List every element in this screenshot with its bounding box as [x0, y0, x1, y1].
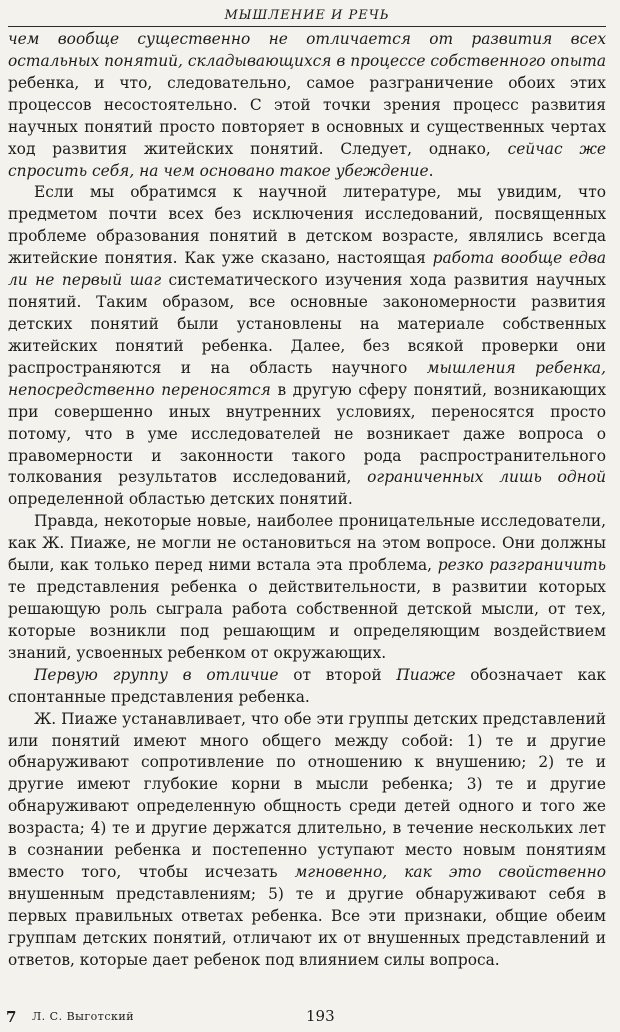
- text-run: .: [428, 161, 434, 180]
- text-run: систематического изучения хода развития научных понятий. Таким образом, все основные закономерности развития детских понятий были установлены на материале собственных житейских понятий ребенка. Далее, без всякой проверки они распространяются и на область научного: [8, 271, 606, 377]
- page-number: 193: [306, 1007, 335, 1025]
- text-run: определенной областью детских понятий.: [8, 490, 353, 509]
- text-run: ребенка, и что, следовательно, самое разграничение обоих этих процессов несостоятельно. С этой точки зрения процесс развития научных понятий просто повторяет в основных и существенных чертах ход развития житейских понятий. Следует, однако,: [8, 73, 606, 158]
- text-run: от второй: [278, 665, 397, 684]
- emphasis-text: чем вообще существенно не отличается от развития всех остальных понятий, складывающихся в процессе собственного опыта: [8, 30, 606, 70]
- emphasis-text: Первую группу в отличие: [34, 665, 279, 684]
- text-run: Правда, некоторые новые, наиболее проницательные исследователи, как Ж. Пиаже, не могли не остановиться на этом вопросе. Они должны были, как только перед ними встала эта проблема,: [8, 512, 606, 575]
- emphasis-text: резко разграничить: [437, 556, 606, 575]
- paragraph: [8, 665, 606, 709]
- paragraph: [8, 182, 606, 511]
- emphasis-text: сейчас же спросить себя, на чем основано такое убеждение: [8, 139, 606, 180]
- emphasis-text: мгновенно, как это свойственно: [294, 863, 607, 882]
- text-run: обозначает как спонтанные представления ребенка.: [8, 665, 606, 706]
- text-run: Если мы обратимся к научной литературе, мы увидим, что предметом почти всех без исключения исследований, посвященных проблеме образования понятий в детском возрасте, являлись всегда житейские понятия. Как уже сказано, настоящая: [8, 183, 606, 268]
- paragraph: [8, 511, 606, 664]
- paragraph: [8, 29, 606, 182]
- body-text: [8, 29, 606, 972]
- emphasis-text: мышления ребенка, непосредственно переносятся: [8, 358, 606, 399]
- page-footer: [6, 1005, 620, 1029]
- text-run: внушенным представлениям; 5) те и другие обнаруживают себя в первых правильных ответах ребенка. Все эти признаки, общие обеим группам детских понятий, отличают их от внушенных представлений и ответов, которые дает ребенок под влиянием силы вопроса.: [8, 884, 606, 969]
- footer-author: Л. С. Выготский: [32, 1010, 135, 1023]
- text-run: те представления ребенка о действительности, в развитии которых решающую роль сыграла работа собственной детской мысли, от тех, которые возникли под решающим и определяющим воздействием знаний, усвоенных ребенком от окружающих.: [8, 578, 606, 662]
- emphasis-text: ограниченных лишь одной: [367, 468, 606, 487]
- text-run: Ж. Пиаже устанавливает, что обе эти группы детских представлений или понятий имеют много общего между собой: 1) те и другие обнаруживают сопротивление по отношению к внушению; 2) те и другие имеют глубокие корни в мысли ребенка; 3) те и другие обнаруживают определенную общность среди детей одного и того же возраста; 4) те и другие держатся длительно, в течение нескольких лет в сознании ребенка и постепенно уступают место новым понятиям вместо того, чтобы исчезать: [8, 709, 606, 882]
- text-run: в другую сферу понятий, возникающих при совершенно иных внутренних условиях, переносятся просто потому, что в уме исследователей не возникает даже вопроса о правомерности и законности такого рода распространительного толкования результатов исследований,: [8, 380, 606, 487]
- emphasis-text: работа вообще едва ли не первый шаг: [8, 249, 606, 290]
- emphasis-text: Пиаже: [396, 665, 456, 684]
- running-title: МЫШЛЕНИЕ И РЕЧЬ: [8, 8, 606, 27]
- signature-mark: 7: [6, 1008, 17, 1026]
- paragraph: [8, 709, 606, 972]
